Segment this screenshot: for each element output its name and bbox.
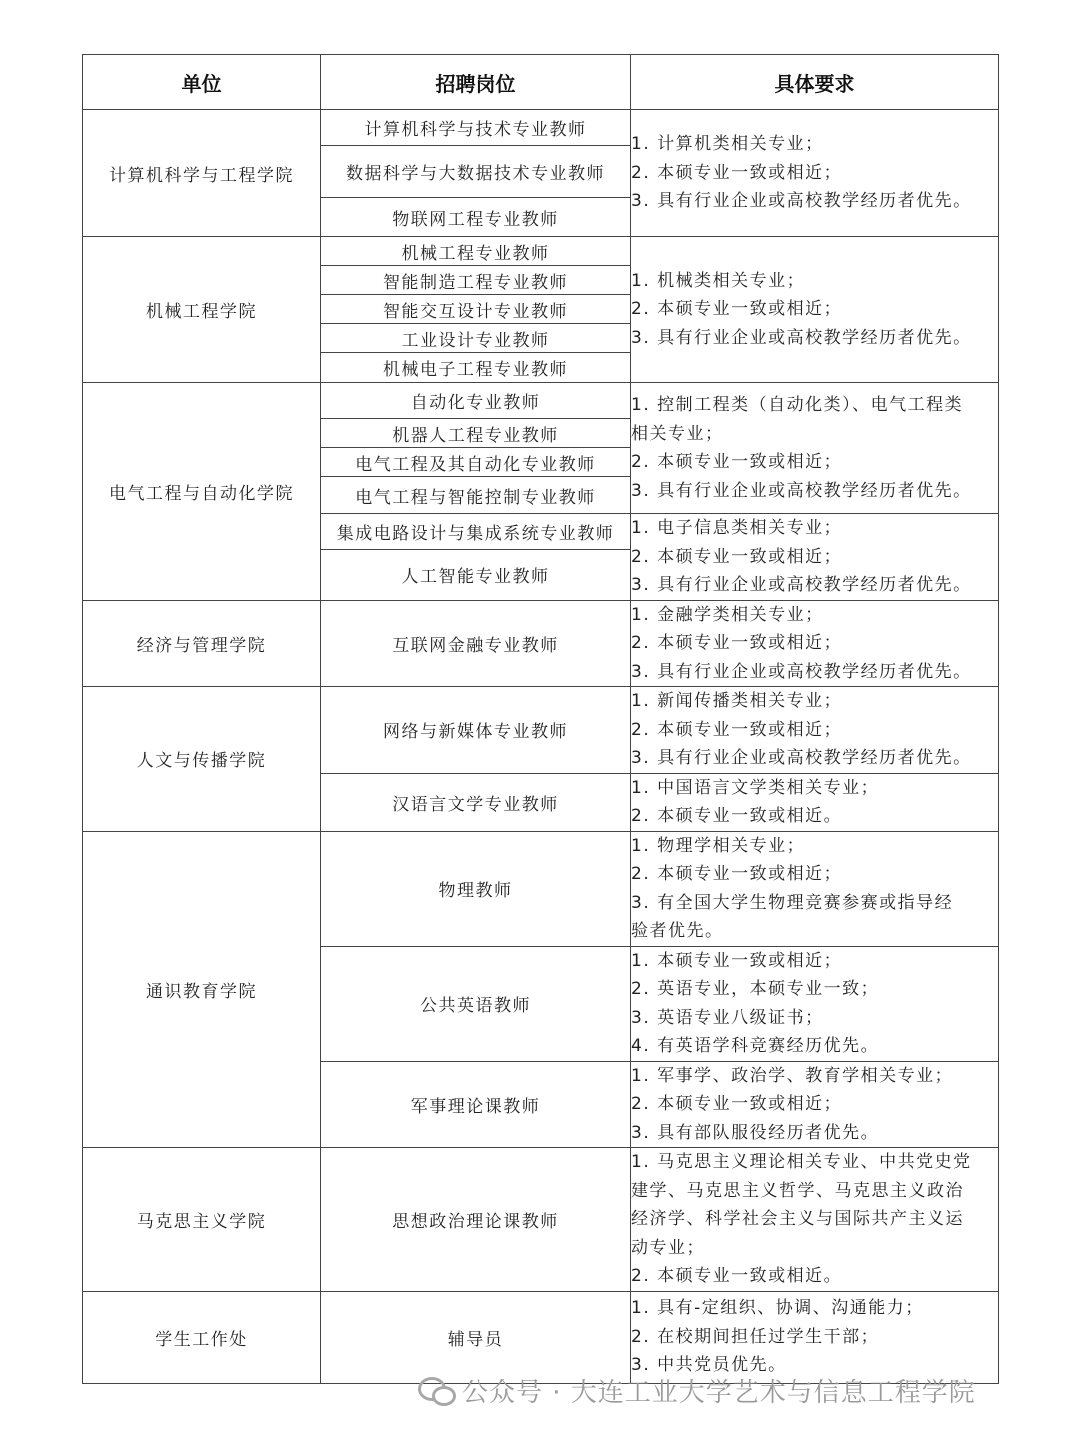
requirement-line: 2. 本硕专业一致或相近；: [631, 719, 843, 740]
requirement-line: 1. 物理学相关专业；: [631, 835, 806, 856]
requirement-line: 3. 具有行业企业或高校教学经历者优先。: [631, 480, 972, 501]
requirement-line: 1. 控制工程类（自动化类）、电气工程类: [631, 395, 964, 415]
requirement-line: 1. 军事学、政治学、教育学相关专业；: [631, 1065, 954, 1086]
requirement-line: 建学、马克思主义哲学、马克思主义政治: [631, 1180, 964, 1201]
requirement-line: 相关专业；: [631, 423, 724, 444]
requirement-line: 2. 本硕专业一致或相近。: [631, 1266, 843, 1286]
unit-cell: 学生工作处: [83, 1291, 321, 1383]
requirement-line: 3. 具有行业企业或高校教学经历者优先。: [631, 661, 972, 682]
requirement-line: 1. 电子信息类相关专业；: [631, 518, 843, 538]
position-cell: 辅导员: [321, 1291, 631, 1383]
position-cell: 数据科学与大数据技术专业教师: [321, 146, 631, 198]
recruitment-table: [82, 54, 999, 1384]
position-cell: 人工智能专业教师: [321, 550, 631, 600]
unit-cell: 电气工程与自动化学院: [83, 383, 321, 601]
requirement-line: 3. 具有行业企业或高校教学经历者优先。: [631, 575, 972, 595]
position-cell: 汉语言文学专业教师: [321, 773, 631, 831]
requirements-cell: [631, 773, 999, 831]
requirements-cell: [631, 237, 999, 383]
requirement-line: 1. 马克思主义理论相关专业、中共党史党: [631, 1152, 972, 1172]
requirement-line: 1. 中国语言文学类相关专业；: [631, 777, 880, 798]
requirement-line: 3. 有全国大学生物理竞赛参赛或指导经: [631, 892, 954, 913]
requirement-line: 动专业；: [631, 1237, 705, 1258]
requirements-cell: [631, 383, 999, 514]
requirement-line: 验者优先。: [631, 921, 724, 941]
unit-cell: 机械工程学院: [83, 237, 321, 383]
requirement-line: 4. 有英语学科竞赛经历优先。: [631, 1036, 880, 1056]
header-position: 招聘岗位: [321, 55, 631, 110]
requirements-cell: [631, 514, 999, 601]
requirement-line: 3. 具有行业企业或高校教学经历者优先。: [631, 748, 972, 768]
position-cell: 网络与新媒体专业教师: [321, 687, 631, 774]
requirements-cell: [631, 1061, 999, 1148]
requirement-line: 1. 机械类相关专业；: [631, 270, 806, 291]
unit-cell: 人文与传播学院: [83, 687, 321, 832]
requirements-cell: [631, 110, 999, 237]
position-cell: 物理教师: [321, 831, 631, 946]
position-cell: 智能制造工程专业教师: [321, 266, 631, 295]
requirements-cell: [631, 687, 999, 774]
requirement-line: 1. 新闻传播类相关专业；: [631, 691, 843, 711]
requirement-line: 2. 在校期间担任过学生干部；: [631, 1326, 880, 1347]
position-cell: 公共英语教师: [321, 946, 631, 1061]
position-cell: 军事理论课教师: [321, 1061, 631, 1148]
requirements-cell: [631, 946, 999, 1061]
position-cell: 集成电路设计与集成系统专业教师: [321, 514, 631, 550]
unit-cell: 马克思主义学院: [83, 1148, 321, 1292]
position-cell: 机械工程专业教师: [321, 237, 631, 266]
requirement-line: 1. 具有-定组织、协调、沟通能力；: [631, 1298, 924, 1319]
position-cell: 工业设计专业教师: [321, 324, 631, 353]
unit-cell: 计算机科学与工程学院: [83, 110, 321, 237]
position-cell: 机器人工程专业教师: [321, 419, 631, 448]
wechat-icon: [418, 1375, 454, 1405]
position-cell: 物联网工程专业教师: [321, 198, 631, 237]
requirement-line: 2. 本硕专业一致或相近。: [631, 806, 843, 826]
table-row: [83, 831, 999, 946]
requirement-line: 2. 本硕专业一致或相近；: [631, 1094, 843, 1114]
table-row: [83, 237, 999, 266]
position-cell: 互联网金融专业教师: [321, 600, 631, 687]
position-cell: 电气工程及其自动化专业教师: [321, 448, 631, 477]
requirement-line: 2. 本硕专业一致或相近；: [631, 162, 843, 183]
requirement-line: 3. 英语专业八级证书；: [631, 1007, 824, 1028]
requirement-line: 2. 本硕专业一致或相近；: [631, 452, 843, 472]
requirement-line: 2. 本硕专业一致或相近；: [631, 633, 843, 653]
table-row: [83, 1148, 999, 1292]
requirement-line: 3. 具有行业企业或高校教学经历者优先。: [631, 191, 972, 212]
position-cell: 电气工程与智能控制专业教师: [321, 477, 631, 514]
requirement-line: 2. 英语专业，本硕专业一致；: [631, 979, 880, 999]
position-cell: 计算机科学与技术专业教师: [321, 110, 631, 146]
unit-cell: 经济与管理学院: [83, 600, 321, 687]
watermark-text: 公众号 · 大连工业大学艺术与信息工程学院: [462, 1377, 976, 1408]
requirement-line: 3. 中共党员优先。: [631, 1355, 787, 1376]
table-row: [83, 687, 999, 774]
unit-cell: 通识教育学院: [83, 831, 321, 1148]
requirement-line: 经济学、科学社会主义与国际共产主义运: [631, 1209, 964, 1229]
requirement-line: 2. 本硕专业一致或相近；: [631, 864, 843, 884]
position-cell: 思想政治理论课教师: [321, 1148, 631, 1292]
position-cell: 智能交互设计专业教师: [321, 295, 631, 324]
position-cell: 机械电子工程专业教师: [321, 353, 631, 383]
header-unit: 单位: [83, 55, 321, 110]
requirements-cell: [631, 1148, 999, 1292]
table-row: [83, 600, 999, 687]
requirement-line: 3. 具有行业企业或高校教学经历者优先。: [631, 327, 972, 348]
requirement-line: 3. 具有部队服役经历者优先。: [631, 1122, 880, 1143]
requirement-line: 1. 本硕专业一致或相近；: [631, 950, 843, 971]
table-row: [83, 110, 999, 146]
wechat-watermark: [418, 1370, 976, 1410]
position-cell: 自动化专业教师: [321, 383, 631, 419]
header-requirements: 具体要求: [631, 55, 999, 110]
requirement-line: 2. 本硕专业一致或相近；: [631, 299, 843, 320]
requirement-line: 2. 本硕专业一致或相近；: [631, 546, 843, 567]
requirement-line: 1. 计算机类相关专业；: [631, 134, 824, 155]
table-row: [83, 383, 999, 419]
requirements-cell: [631, 600, 999, 687]
requirement-line: 1. 金融学类相关专业；: [631, 604, 824, 625]
header-row: [83, 55, 999, 110]
requirements-cell: [631, 831, 999, 946]
